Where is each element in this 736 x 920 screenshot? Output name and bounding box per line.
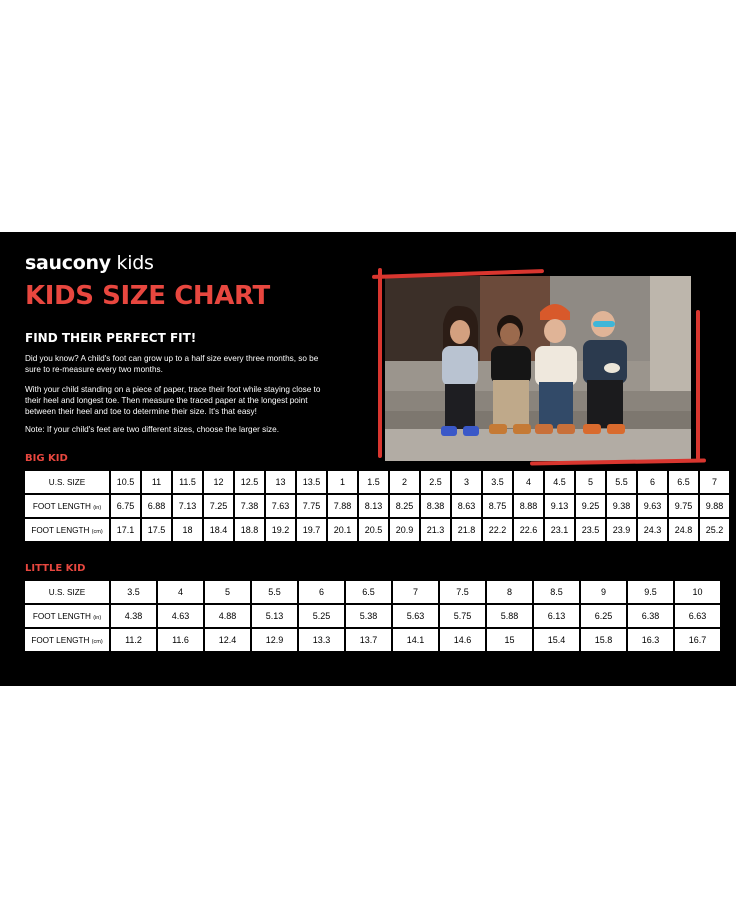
size-cell: 9.88 bbox=[700, 495, 729, 517]
size-cell: 17.5 bbox=[142, 519, 171, 541]
size-cell: 5.5 bbox=[607, 471, 636, 493]
size-cell: 13 bbox=[266, 471, 295, 493]
size-cell: 18.4 bbox=[204, 519, 233, 541]
size-cell: 3.5 bbox=[111, 581, 156, 603]
size-cell: 11.6 bbox=[158, 629, 203, 651]
table-row bbox=[25, 629, 720, 651]
size-cell: 1.5 bbox=[359, 471, 388, 493]
size-cell: 1 bbox=[328, 471, 357, 493]
row-header-label: U.S. SIZE bbox=[48, 587, 86, 597]
size-cell: 3.5 bbox=[483, 471, 512, 493]
size-cell: 7 bbox=[700, 471, 729, 493]
row-header-unit: (cm) bbox=[91, 528, 103, 535]
size-cell: 7.25 bbox=[204, 495, 233, 517]
size-cell: 7.75 bbox=[297, 495, 326, 517]
size-cell: 9.38 bbox=[607, 495, 636, 517]
size-cell: 8.13 bbox=[359, 495, 388, 517]
size-cell: 18.8 bbox=[235, 519, 264, 541]
row-header-label: FOOT LENGTH bbox=[31, 525, 90, 535]
size-cell: 5 bbox=[576, 471, 605, 493]
size-cell: 6.88 bbox=[142, 495, 171, 517]
page-title: KIDS SIZE CHART bbox=[25, 281, 270, 311]
big-kid-table bbox=[23, 469, 731, 543]
size-cell: 24.8 bbox=[669, 519, 698, 541]
size-cell: 23.5 bbox=[576, 519, 605, 541]
row-header-unit: (in) bbox=[93, 504, 102, 511]
table-row bbox=[25, 495, 729, 517]
kids-photo-illustration bbox=[385, 276, 691, 461]
size-cell: 23.9 bbox=[607, 519, 636, 541]
row-header bbox=[25, 605, 109, 627]
size-cell: 20.9 bbox=[390, 519, 419, 541]
size-cell: 4.63 bbox=[158, 605, 203, 627]
size-cell: 15.4 bbox=[534, 629, 579, 651]
size-cell: 8.63 bbox=[452, 495, 481, 517]
size-cell: 5.88 bbox=[487, 605, 532, 627]
row-header bbox=[25, 581, 109, 603]
size-cell: 6 bbox=[299, 581, 344, 603]
kids-photo bbox=[385, 276, 691, 461]
row-header-label: FOOT LENGTH bbox=[32, 611, 91, 621]
size-cell: 6.25 bbox=[581, 605, 626, 627]
size-cell: 8.88 bbox=[514, 495, 543, 517]
size-cell: 5.25 bbox=[299, 605, 344, 627]
size-cell: 18 bbox=[173, 519, 202, 541]
size-cell: 4.5 bbox=[545, 471, 574, 493]
brand-suffix: kids bbox=[110, 252, 154, 274]
size-cell: 6.38 bbox=[628, 605, 673, 627]
size-cell: 23.1 bbox=[545, 519, 574, 541]
row-header bbox=[25, 629, 109, 651]
size-cell: 7.5 bbox=[440, 581, 485, 603]
size-cell: 22.6 bbox=[514, 519, 543, 541]
size-cell: 15 bbox=[487, 629, 532, 651]
size-cell: 9.13 bbox=[545, 495, 574, 517]
size-cell: 13.7 bbox=[346, 629, 391, 651]
little-kid-label: LITTLE KID bbox=[25, 563, 86, 574]
size-cell: 8.75 bbox=[483, 495, 512, 517]
size-cell: 6.5 bbox=[669, 471, 698, 493]
row-header bbox=[25, 471, 109, 493]
size-cell: 19.7 bbox=[297, 519, 326, 541]
size-cell: 12.9 bbox=[252, 629, 297, 651]
size-cell: 4.38 bbox=[111, 605, 156, 627]
size-cell: 5 bbox=[205, 581, 250, 603]
size-cell: 6.63 bbox=[675, 605, 720, 627]
size-cell: 7.13 bbox=[173, 495, 202, 517]
brush-stroke-left bbox=[378, 268, 382, 458]
size-cell: 9 bbox=[581, 581, 626, 603]
subtitle: FIND THEIR PERFECT FIT! bbox=[25, 331, 197, 345]
size-cell: 10 bbox=[675, 581, 720, 603]
size-cell: 8 bbox=[487, 581, 532, 603]
size-cell: 14.6 bbox=[440, 629, 485, 651]
table-row bbox=[25, 605, 720, 627]
size-cell: 6.5 bbox=[346, 581, 391, 603]
size-cell: 10.5 bbox=[111, 471, 140, 493]
row-header-unit: (in) bbox=[93, 614, 102, 621]
row-header bbox=[25, 519, 109, 541]
size-cell: 8.38 bbox=[421, 495, 450, 517]
row-header-label: U.S. SIZE bbox=[48, 477, 86, 487]
row-header-unit: (cm) bbox=[91, 638, 103, 645]
size-cell: 21.3 bbox=[421, 519, 450, 541]
size-cell: 9.25 bbox=[576, 495, 605, 517]
size-cell: 6 bbox=[638, 471, 667, 493]
size-cell: 9.75 bbox=[669, 495, 698, 517]
row-header-label: FOOT LENGTH bbox=[31, 635, 90, 645]
size-cell: 5.5 bbox=[252, 581, 297, 603]
row-header bbox=[25, 495, 109, 517]
size-cell: 9.5 bbox=[628, 581, 673, 603]
size-cell: 22.2 bbox=[483, 519, 512, 541]
size-cell: 7.38 bbox=[235, 495, 264, 517]
size-cell: 7.88 bbox=[328, 495, 357, 517]
size-cell: 8.25 bbox=[390, 495, 419, 517]
size-cell: 4 bbox=[158, 581, 203, 603]
little-kid-table bbox=[23, 579, 722, 653]
intro-paragraph: Did you know? A child's foot can grow up to a half size every three months, so be sure to re-measure every two months. bbox=[25, 354, 319, 374]
size-cell: 2 bbox=[390, 471, 419, 493]
size-cell: 11 bbox=[142, 471, 171, 493]
size-cell: 5.63 bbox=[393, 605, 438, 627]
size-cell: 12.5 bbox=[235, 471, 264, 493]
size-cell: 17.1 bbox=[111, 519, 140, 541]
big-kid-label: BIG KID bbox=[25, 453, 68, 464]
size-cell: 24.3 bbox=[638, 519, 667, 541]
instructions-paragraph: With your child standing on a piece of paper, trace their foot while staying close to their heel and longest toe. Then measure the traced paper at the longest point between their heel and toe to determine their size. It's that easy! bbox=[25, 385, 321, 416]
brush-stroke-right bbox=[696, 310, 700, 460]
row-header-label: FOOT LENGTH bbox=[32, 501, 91, 511]
size-cell: 2.5 bbox=[421, 471, 450, 493]
size-cell: 20.5 bbox=[359, 519, 388, 541]
brand-logo bbox=[25, 252, 154, 274]
table-row bbox=[25, 581, 720, 603]
size-cell: 11.5 bbox=[173, 471, 202, 493]
size-cell: 25.2 bbox=[700, 519, 729, 541]
brand-name: saucony bbox=[25, 252, 111, 274]
size-cell: 5.38 bbox=[346, 605, 391, 627]
note-paragraph: Note: If your child's feet are two different sizes, choose the larger size. bbox=[25, 425, 279, 434]
size-cell: 13.3 bbox=[299, 629, 344, 651]
size-cell: 5.75 bbox=[440, 605, 485, 627]
size-cell: 6.75 bbox=[111, 495, 140, 517]
size-cell: 21.8 bbox=[452, 519, 481, 541]
size-cell: 6.13 bbox=[534, 605, 579, 627]
size-cell: 7.63 bbox=[266, 495, 295, 517]
table-row bbox=[25, 519, 729, 541]
size-cell: 15.8 bbox=[581, 629, 626, 651]
kids-photo-frame bbox=[370, 250, 715, 455]
size-cell: 12.4 bbox=[205, 629, 250, 651]
size-cell: 8.5 bbox=[534, 581, 579, 603]
size-cell: 19.2 bbox=[266, 519, 295, 541]
size-cell: 14.1 bbox=[393, 629, 438, 651]
table-row bbox=[25, 471, 729, 493]
size-chart-panel bbox=[0, 232, 736, 686]
size-cell: 5.13 bbox=[252, 605, 297, 627]
size-cell: 11.2 bbox=[111, 629, 156, 651]
size-cell: 20.1 bbox=[328, 519, 357, 541]
size-cell: 7 bbox=[393, 581, 438, 603]
size-cell: 16.3 bbox=[628, 629, 673, 651]
size-cell: 3 bbox=[452, 471, 481, 493]
size-cell: 13.5 bbox=[297, 471, 326, 493]
size-cell: 16.7 bbox=[675, 629, 720, 651]
size-cell: 12 bbox=[204, 471, 233, 493]
size-cell: 4.88 bbox=[205, 605, 250, 627]
size-cell: 9.63 bbox=[638, 495, 667, 517]
size-cell: 4 bbox=[514, 471, 543, 493]
